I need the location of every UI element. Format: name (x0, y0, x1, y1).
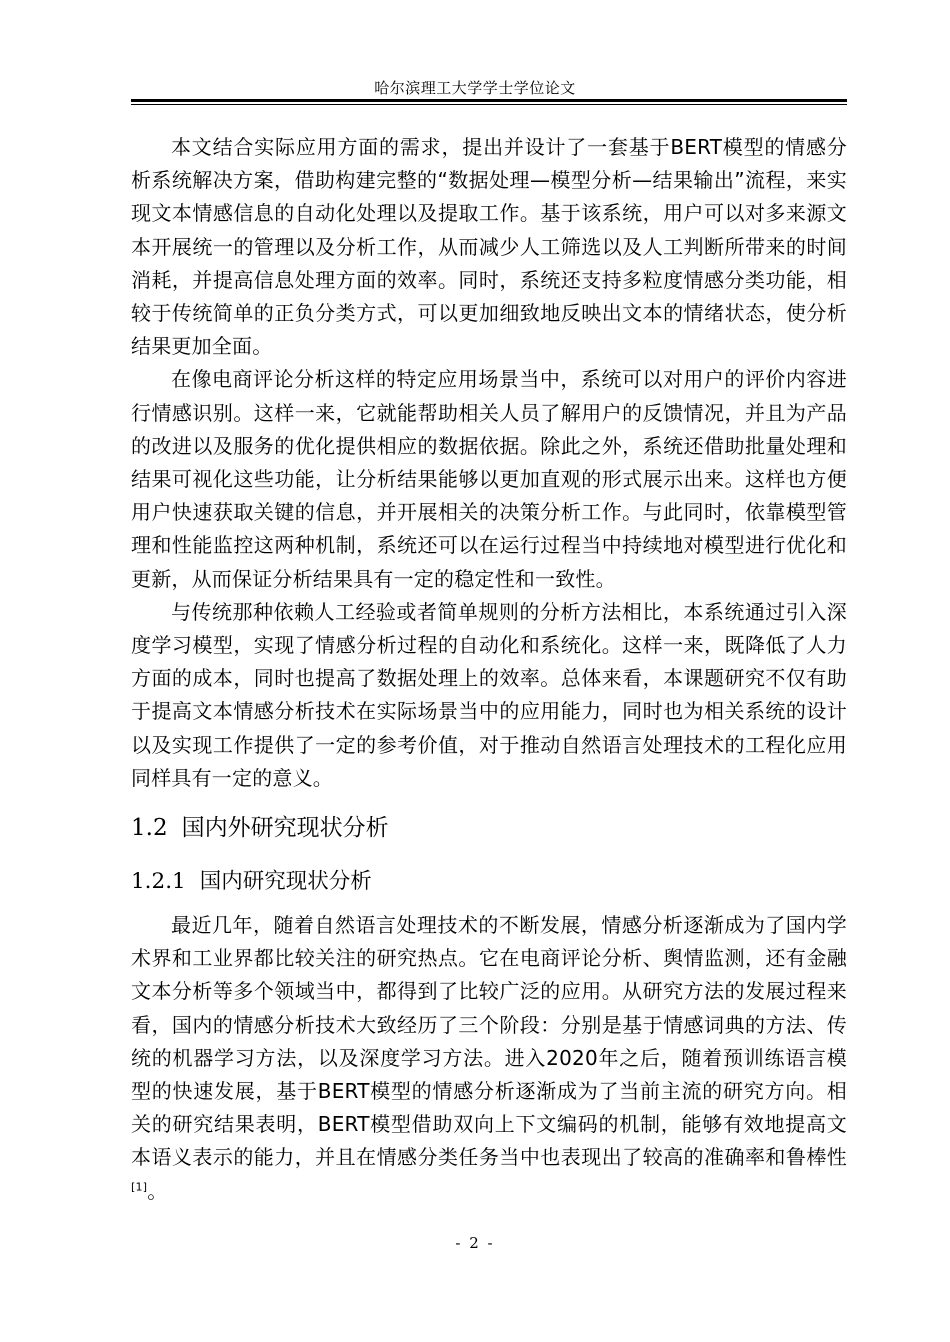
body-paragraph-3: 与传统那种依赖人工经验或者简单规则的分析方法相比，本系统通过引入深度学习模型，实现了情感分析过程的自动化和系统化。这样一来，既降低了人力方面的成本，同时也提高了数据处理上的效率。总体来看，本课题研究不仅有助于提高文本情感分析技术在实际场景当中的应用能力，同时也为相关系统的设计以及实现工作提供了一定的参考价值，对于推动自然语言处理技术的工程化应用同样具有一定的意义。 (131, 599, 847, 790)
citation-ref[interactable]: [1] (131, 1180, 148, 1194)
section-number: 1.2 (131, 815, 168, 842)
subsection-title: 国内研究现状分析 (199, 869, 372, 895)
body-paragraph-1: 本文结合实际应用方面的需求，提出并设计了一套基于BERT模型的情感分析系统解决方案，借助构建完整的“数据处理—模型分析—结果输出”流程，来实现文本情感信息的自动化处理以及提取工作。基于该系统，用户可以对多来源文本开展统一的管理以及分析工作，从而减少人工筛选以及人工判断所带来的时间消耗，并提高信息处理方面的效率。同时，系统还支持多粒度情感分类功能，相较于传统简单的正负分类方式，可以更加细致地反映出文本的情绪状态，使分析结果更加全面。 (131, 135, 847, 359)
header-rule-thick (131, 99, 847, 102)
body-paragraph-4-text: 最近几年，随着自然语言处理技术的不断发展，情感分析逐渐成为了国内学术界和工业界都比较关注的研究热点。它在电商评论分析、舆情监测，还有金融文本分析等多个领域当中，都得到了比较广泛的应用。从研究方法的发展过程来看，国内的情感分析技术大致经历了三个阶段：分别是基于情感词典的方法、传统的机器学习方法，以及深度学习方法。进入2020年之后，随着预训练语言模型的快速发展，基于BERT模型的情感分析逐渐成为了当前主流的研究方向。相关的研究结果表明，BERT模型借助双向上下文编码的机制，能够有效地提高文本语义表示的能力，并且在情感分类任务当中也表现出了较高的准确率和鲁棒性 (131, 913, 847, 1170)
section-title: 国内外研究现状分析 (181, 815, 389, 842)
subsection-heading (131, 867, 847, 897)
page-number: - 2 - (455, 1234, 495, 1252)
page-body (131, 131, 847, 1208)
header-rule-thin (131, 104, 847, 105)
body-paragraph-2: 在像电商评论分析这样的特定应用场景当中，系统可以对用户的评价内容进行情感识别。这样一来，它就能帮助相关人员了解用户的反馈情况，并且为产品的改进以及服务的优化提供相应的数据依据。除此之外，系统还借助批量处理和结果可视化这些功能，让分析结果能够以更加直观的形式展示出来。这样也方便用户快速获取关键的信息，并开展相关的决策分析工作。与此同时，依靠模型管理和性能监控这两种机制，系统还可以在运行过程当中持续地对模型进行优化和更新，从而保证分析结果具有一定的稳定性和一致性。 (131, 367, 847, 591)
closing-punctuation: 。 (147, 1178, 168, 1203)
section-heading (131, 813, 847, 843)
subsection-number: 1.2.1 (131, 869, 186, 895)
body-paragraph-4 (131, 909, 847, 1208)
running-header: 哈尔滨理工大学学士学位论文 (374, 79, 576, 97)
